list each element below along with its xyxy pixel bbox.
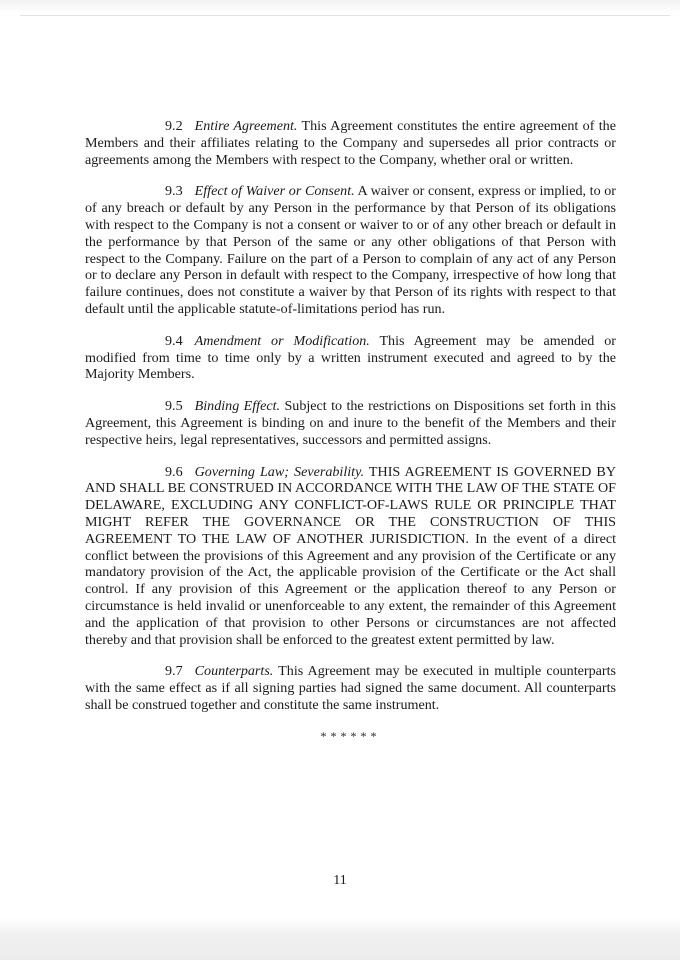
section-text: This Agreement may be executed in multiple counterparts with the same effect as if all signing parties had signed the same document. All counterparts shall be construed together and constitute the same instrument.	[85, 663, 616, 713]
section-9-6	[85, 464, 616, 649]
end-of-text-marker: ******	[320, 728, 381, 743]
section-text: A waiver or consent, express or implied, to or of any breach or default by any Person in the performance by that Person of its obligations with respect to the Company is not a consent or waiver to or of any other breach or default in the performance by that Person of the same or any other obligations of that Person with respect to the Company. Failure on the part of a Person to complain of any act of any Person or to declare any Person in default with respect to the Company, irrespective of how long that failure continues, does not constitute a waiver by that Person of its rights with respect to that default until the applicable statute-of-limitations period has run.	[85, 183, 617, 317]
section-text: THIS AGREEMENT IS GOVERNED BY AND SHALL BE CONSTRUED IN ACCORDANCE WITH THE LAW OF THE STATE OF DELAWARE, EXCLUDING ANY CONFLICT-OF-LAWS RULE OR PRINCIPLE THAT MIGHT REFER THE GOVERNANCE OR THE CONSTRUCTION OF THIS AGREEMENT TO THE LAW OF ANOTHER JURISDICTION. In the event of a direct conflict between the provisions of this Agreement and any provision of the Certificate or any mandatory provision of the Act, the applicable provision of the Certificate or the Act shall control. If any provision of this Agreement or the application thereof to any Person or circumstance is held invalid or unenforceable to any extent, the remainder of this Agreement and the application of that provision to other Persons or circumstances are not affected thereby and that provision shall be enforced to the greatest extent permitted by law.	[85, 463, 616, 648]
section-9-3	[85, 183, 616, 317]
section-number: 9.6	[165, 463, 183, 480]
section-text: This Agreement may be amended or modified from time to time only by a written instrument executed and agreed to by the Majority Members.	[85, 332, 616, 383]
section-number: 9.2	[165, 118, 183, 134]
section-heading: Governing Law; Severability.	[194, 463, 365, 480]
section-number: 9.5	[165, 398, 183, 415]
section-9-4	[85, 333, 616, 383]
section-heading: Counterparts.	[194, 663, 274, 680]
section-heading: Effect of Waiver or Consent.	[194, 183, 355, 200]
page-number: 11	[333, 873, 347, 888]
section-9-7	[85, 663, 616, 713]
section-heading: Entire Agreement.	[194, 118, 298, 134]
section-heading: Amendment or Modification.	[194, 332, 370, 349]
document-body	[85, 118, 616, 744]
section-9-5	[85, 398, 616, 448]
section-text: Subject to the restrictions on Dispositions set forth in this Agreement, this Agreement is binding on and inure to the benefit of the Members and their respective heirs, legal representatives, successors and permitted assigns.	[85, 398, 617, 448]
section-heading: Binding Effect.	[194, 398, 281, 415]
section-number: 9.7	[165, 663, 183, 680]
scan-bottom-shadow	[0, 918, 680, 960]
section-9-2	[85, 118, 616, 168]
section-number: 9.4	[165, 332, 183, 349]
scan-top-edge	[20, 15, 670, 16]
scan-top-shadow	[0, 0, 680, 14]
section-number: 9.3	[165, 183, 183, 200]
section-text: This Agreement constitutes the entire agreement of the Members and their affiliates relating to the Company and supersedes all prior contracts or agreements among the Members with respect to the Company, whether oral or written.	[85, 118, 616, 168]
